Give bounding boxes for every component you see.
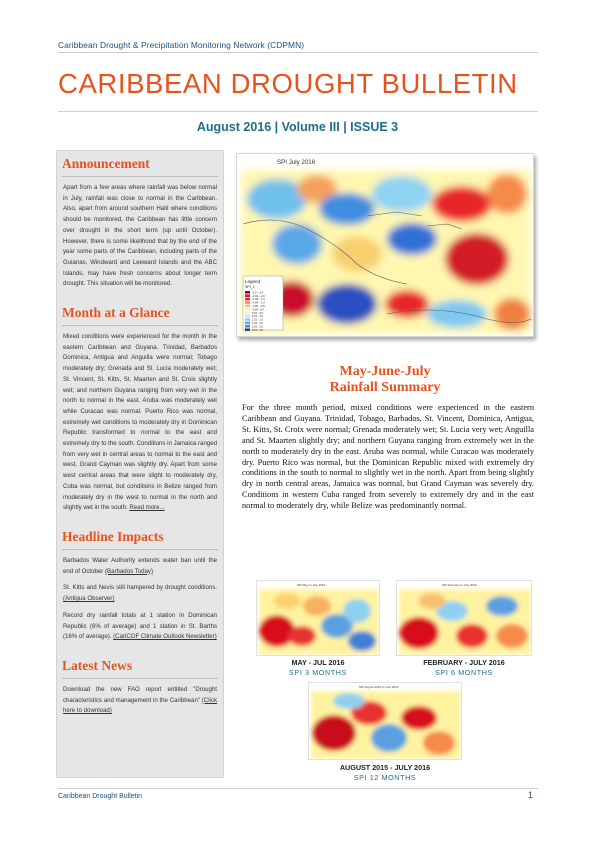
impact-item	[63, 556, 217, 577]
network-name: Caribbean Drought & Precipitation Monitoring Network (CDPMN)	[58, 40, 305, 50]
summary-heading-line2: Rainfall Summary	[329, 380, 441, 395]
thumb-subcaption: SPI 3 MONTHS	[289, 668, 347, 677]
issue-line: August 2016 | Volume III | ISSUE 3	[196, 120, 399, 134]
legend-label: -3.0 - -2.5	[252, 291, 264, 295]
legend-swatch	[245, 322, 250, 325]
spi-3-month-map	[256, 580, 380, 656]
impact-source-link[interactable]: (CariCOF Climate Outlook Newsletter)	[113, 633, 217, 641]
legend-label: 2.51 - 3.0	[252, 328, 263, 332]
legend-swatch	[245, 291, 250, 294]
news-text: Download the new FAO report entitled "Drought characteristics and management in the Caribbean"	[63, 685, 217, 704]
legend-label: 1.01 - 1.5	[252, 318, 263, 322]
legend-swatch	[245, 318, 250, 321]
map-caption: SPI July 2016	[277, 159, 316, 166]
announcement-text: Apart from a few areas where rainfall was below normal in July, rainfall was close to normal in the Caribbean. Also, apart from around southern Haiti where conditions should be monitored, the Caribbean has little concern over drought in the short term (up until October). However, there is some likelihood that by the end of the year some parts of the Caribbean, including parts of the Guianas, Windward and Leeward Islands and the ABC Islands, may have fresh concerns about longer term drought. This situation will be monitored.	[63, 184, 217, 288]
spi-july-map	[236, 153, 534, 337]
thumb-caption: AUGUST 2015 - JULY 2016	[339, 763, 431, 772]
legend-label: 0.51 - 1.0	[252, 315, 263, 319]
summary-text: For the three month period, mixed conditions were experienced in the eastern Caribbean and Guyana. Trinidad, Tobago, Barbados, St. Vincent, Dominica, Antigua, St. Kitts, St. Croix were normal; Grenada moderately wet; St. Lucia very wet; Anguilla and St. Maarten slightly dry; and northern Guyana ranging from extremely wet in the north to moderately dry in the east. Aruba was normal, while Curacao was moderately dry. Puerto Rico was normal, but the Dominican Republic mixed with extremely dry conditions in the south to normal to slightly wet in the north. Apart from being slightly dry in north central areas, Jamaica was normal, but Grand Cayman was severely dry. Conditions in western Cuba ranged from severely to extremely dry and in the east normal to moderately dry, while Belize was predominantly normal.	[242, 403, 534, 511]
legend-title: Legend	[245, 279, 261, 284]
page-number: 1	[528, 790, 534, 800]
footer-title: Caribbean Drought Bulletin	[58, 793, 143, 800]
impact-text: Barbados Water Authority extends water ban until the end of October	[63, 556, 217, 575]
news-heading: Latest News	[62, 653, 218, 679]
legend-label: 1.51 - 2.0	[252, 322, 263, 325]
summary-heading-line1: May-June-July	[339, 364, 431, 379]
spi-12-month-map	[308, 682, 462, 760]
legend-label: -1.49 - -1.0	[252, 301, 265, 305]
spi-map-graphic	[237, 154, 534, 337]
thumb-map-label: SPI May to July 2016	[297, 583, 326, 587]
legend-swatch	[245, 305, 250, 308]
footer-divider	[58, 788, 538, 789]
legend-swatch	[245, 298, 250, 301]
sidebar	[56, 150, 224, 778]
glance-heading: Month at a Glance	[62, 300, 218, 326]
legend-swatch	[245, 301, 250, 304]
thumb-subcaption: SPI 6 MONTHS	[435, 668, 493, 677]
legend-swatch	[245, 325, 250, 328]
impact-source-link[interactable]: (Barbados Today)	[105, 567, 154, 575]
spi-12-month-graphic	[309, 683, 462, 760]
thumb-map-label: SPI August 2015 to July 2016	[359, 685, 399, 689]
thumb-subcaption: SPI 12 MONTHS	[353, 773, 417, 782]
legend-label: 0.01 - 0.5	[252, 311, 263, 315]
legend-label: -2.49 - -2.0	[252, 294, 265, 298]
legend-label: -0.49 - 0.0	[252, 308, 264, 312]
impact-source-link[interactable]: (Antigua Observer)	[63, 595, 115, 603]
legend-subtitle: SPI_1	[245, 285, 255, 289]
spi-6-month-graphic	[397, 581, 532, 656]
summary-heading	[236, 364, 534, 396]
legend-swatch	[245, 308, 250, 311]
glance-text: Mixed conditions were experienced for the month in the eastern Caribbean and Guyana. Trinidad, Barbados Dominica, Antigua and Anguilla were normal; Tobago moderately dry; Grenada and St. Lucia moderately wet; St. Vincent, St. Kitts, St. Maarten and St. Croix slightly wet; and northern Guyana ranging from very wet in the north to normal in the east. Aruba was moderately wet while Curacao was normal. Puerto Rico was normal, extremely wet conditions to moderately dry in Dominican Republic transformed to normal to the east and extremely dry to the south. Conditions in Jamaica ranged from very wet in central areas to normal to the east and west. Grand Cayman was slightly dry. Apart from some west central areas that were slight to moderately dry, Cuba was normal, but conditions in Belize ranged from moderately dry in the west to normal in the north and slightly wet in the south.	[63, 333, 217, 512]
impact-item	[63, 611, 217, 643]
spi-3-month-graphic	[257, 581, 380, 656]
bulletin-title: CARIBBEAN DROUGHT BULLETIN	[58, 68, 518, 99]
header-divider	[58, 52, 538, 53]
title-divider	[58, 111, 538, 112]
legend-swatch	[245, 311, 250, 314]
news-paragraph	[63, 685, 217, 717]
impact-item	[63, 583, 217, 604]
download-link[interactable]: (Click here to download)	[63, 696, 217, 715]
impact-text: Record dry rainfall totals at 1 station in Dominican Republic (6% of average) and 1 station in St. Barths (16% of average).	[63, 611, 217, 641]
legend-swatch	[245, 328, 250, 331]
spi-6-month-map	[396, 580, 532, 656]
impacts-heading: Headline Impacts	[62, 524, 218, 550]
legend-swatch	[245, 315, 250, 318]
impact-text: St. Kitts and Nevis still hampered by drought conditions.	[63, 584, 217, 592]
legend-swatch	[245, 294, 250, 297]
thumb-map-label: SPI February to July 2016	[442, 583, 477, 587]
legend-label: 2.01 - 2.5	[252, 325, 263, 329]
thumb-caption: FEBRUARY - JULY 2016	[423, 658, 505, 667]
glance-paragraph	[63, 332, 217, 514]
announcement-heading: Announcement	[62, 151, 218, 177]
legend-label: -0.99 - -0.5	[252, 305, 265, 308]
legend-label: -1.99 - -1.5	[252, 298, 265, 302]
read-more-link[interactable]: Read more...	[129, 504, 165, 512]
thumb-caption: MAY - JUL 2016	[291, 658, 345, 667]
